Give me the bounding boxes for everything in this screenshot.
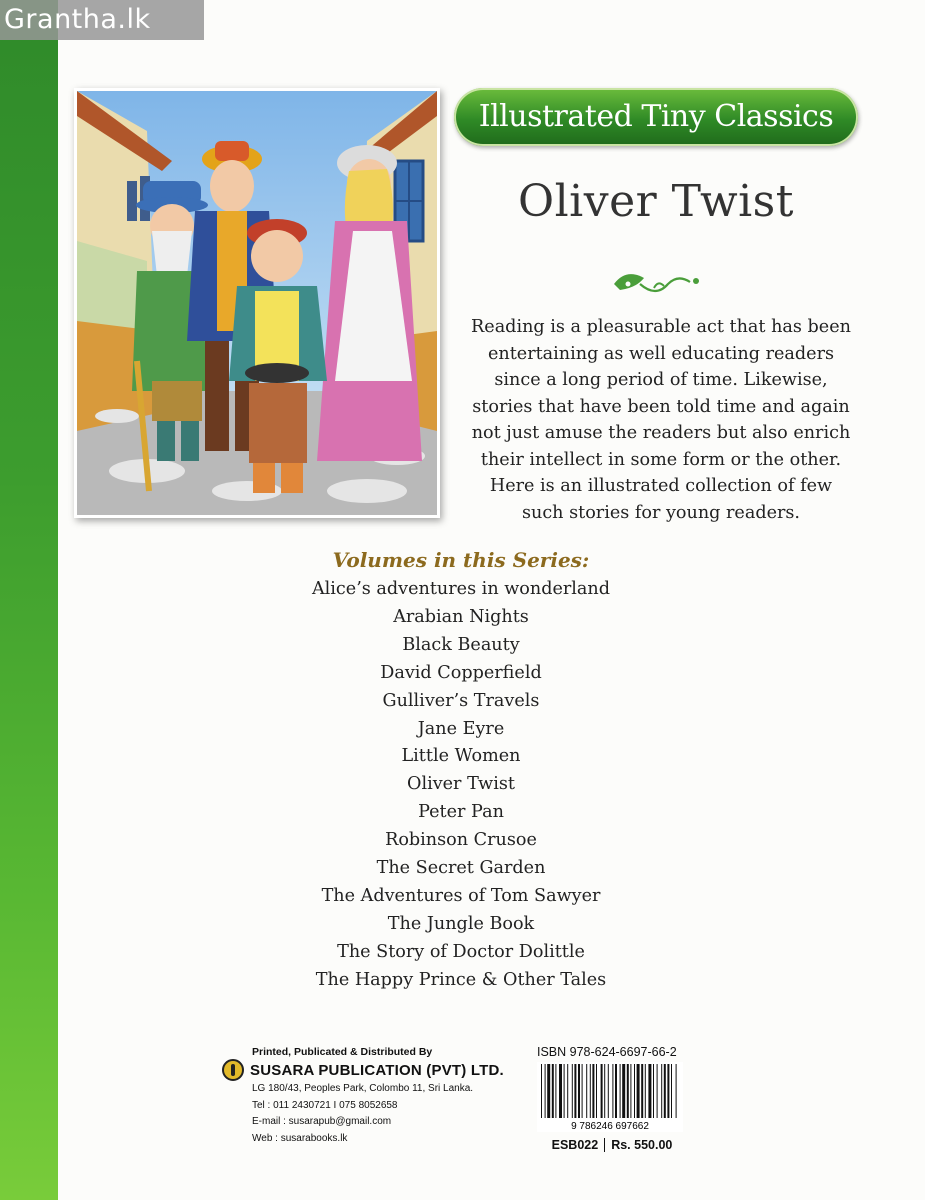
blurb-line: entertaining as well educating readers <box>487 343 835 364</box>
publisher-logo-icon <box>222 1059 244 1081</box>
volume-item: The Secret Garden <box>376 858 546 879</box>
volume-item: David Copperfield <box>380 662 542 683</box>
blurb-line: Here is an illustrated collection of few <box>489 476 833 496</box>
publisher-web: Web : susarabooks.lk <box>252 1132 348 1144</box>
publisher-email: E-mail : susarapub@gmail.com <box>252 1116 392 1127</box>
barcode-bar <box>555 1064 556 1118</box>
barcode-bar <box>645 1064 646 1118</box>
barcode-bar <box>627 1064 629 1118</box>
barcode-bar <box>604 1064 605 1118</box>
publisher-block <box>222 1046 542 1147</box>
volume-item: Arabian Nights <box>393 606 529 627</box>
barcode-bar <box>564 1064 565 1118</box>
volume-item: The Adventures of Tom Sawyer <box>321 885 601 906</box>
blurb-line: since a long period of time. Likewise, <box>494 370 828 390</box>
barcode-bar <box>592 1064 594 1118</box>
volume-item: The Happy Prince & Other Tales <box>315 969 607 990</box>
barcode-bar <box>567 1064 568 1118</box>
blurb-line: not just amuse the readers but also enrich <box>471 423 851 443</box>
blurb-line: their intellect in some form or the other. <box>480 449 842 470</box>
barcode-bar <box>630 1064 631 1118</box>
barcode-bar <box>648 1064 651 1118</box>
isbn: ISBN 978-624-6697-66-2 <box>537 1045 677 1059</box>
barcode-bar <box>574 1064 576 1118</box>
publisher-name-row <box>222 1059 542 1081</box>
volume-item: Little Women <box>401 746 521 767</box>
barcode-bar <box>547 1064 550 1118</box>
barcode-bar <box>637 1064 640 1118</box>
price-divider <box>604 1138 605 1152</box>
volumes-heading: Volumes in this Series: <box>332 548 590 572</box>
barcode-bar <box>590 1064 591 1118</box>
product-code: ESB022 <box>551 1138 599 1152</box>
barcode-bar <box>615 1064 617 1118</box>
volume-item: Oliver Twist <box>407 774 515 795</box>
barcode-bar <box>620 1064 621 1118</box>
barcode-bar <box>664 1064 666 1118</box>
barcode-bar <box>641 1064 643 1118</box>
barcode-bar <box>559 1064 562 1118</box>
publisher-address: LG 180/43, Peoples Park, Colombo 11, Sri Lanka. <box>252 1083 474 1094</box>
volume-item: Jane Eyre <box>417 718 505 739</box>
series-banner: Illustrated Tiny Classics <box>454 88 858 146</box>
blurb-line: Reading is a pleasurable act that has been <box>471 317 851 337</box>
volumes-list <box>260 576 662 995</box>
volume-item: The Jungle Book <box>387 913 535 934</box>
barcode <box>537 1062 683 1132</box>
barcode-bar <box>541 1064 542 1118</box>
barcode-bar <box>552 1064 554 1118</box>
barcode-bar <box>596 1064 597 1118</box>
volume-item: Peter Pan <box>418 802 504 823</box>
barcode-bar <box>545 1064 546 1118</box>
volume-item: Robinson Crusoe <box>385 830 537 851</box>
barcode-digits: 9 786246 697662 <box>571 1121 649 1132</box>
volume-item: Gulliver’s Travels <box>382 690 540 711</box>
volume-item: Black Beauty <box>402 634 520 655</box>
barcode-bar <box>578 1064 580 1118</box>
publisher-tel: Tel : 011 2430721 I 075 8052658 <box>252 1099 398 1111</box>
barcode-bar <box>667 1064 669 1118</box>
blurb <box>458 314 864 526</box>
barcode-bar <box>661 1064 662 1118</box>
volume-item: Alice’s adventures in wonderland <box>311 579 611 599</box>
blurb-line: such stories for young readers. <box>521 502 801 523</box>
barcode-bar <box>572 1064 573 1118</box>
barcode-bar <box>586 1064 587 1118</box>
leaf-ornament-icon <box>606 262 706 302</box>
barcode-bar <box>608 1064 609 1118</box>
barcode-bar <box>634 1064 635 1118</box>
barcode-bar <box>622 1064 625 1118</box>
blurb-line: stories that have been told time and again <box>472 396 850 417</box>
barcode-bar <box>657 1064 658 1118</box>
publisher-heading: Printed, Publicated & Distributed By <box>252 1046 433 1058</box>
price-row <box>537 1138 687 1152</box>
publisher-name: SUSARA PUBLICATION (PVT) LTD. <box>250 1061 504 1079</box>
green-spine <box>0 0 58 1200</box>
barcode-bar <box>612 1064 613 1118</box>
barcode-bar <box>676 1064 677 1118</box>
barcode-bar <box>671 1064 672 1118</box>
barcode-bar <box>582 1064 583 1118</box>
cover-illustration <box>74 88 440 518</box>
isbn-block <box>537 1044 687 1152</box>
price: Rs. 550.00 <box>611 1138 673 1152</box>
volume-item: The Story of Doctor Dolittle <box>337 941 585 962</box>
barcode-bar <box>601 1064 603 1118</box>
watermark: Grantha.lk <box>0 0 204 40</box>
barcode-bar <box>653 1064 654 1118</box>
book-title: Oliver Twist <box>518 176 794 227</box>
